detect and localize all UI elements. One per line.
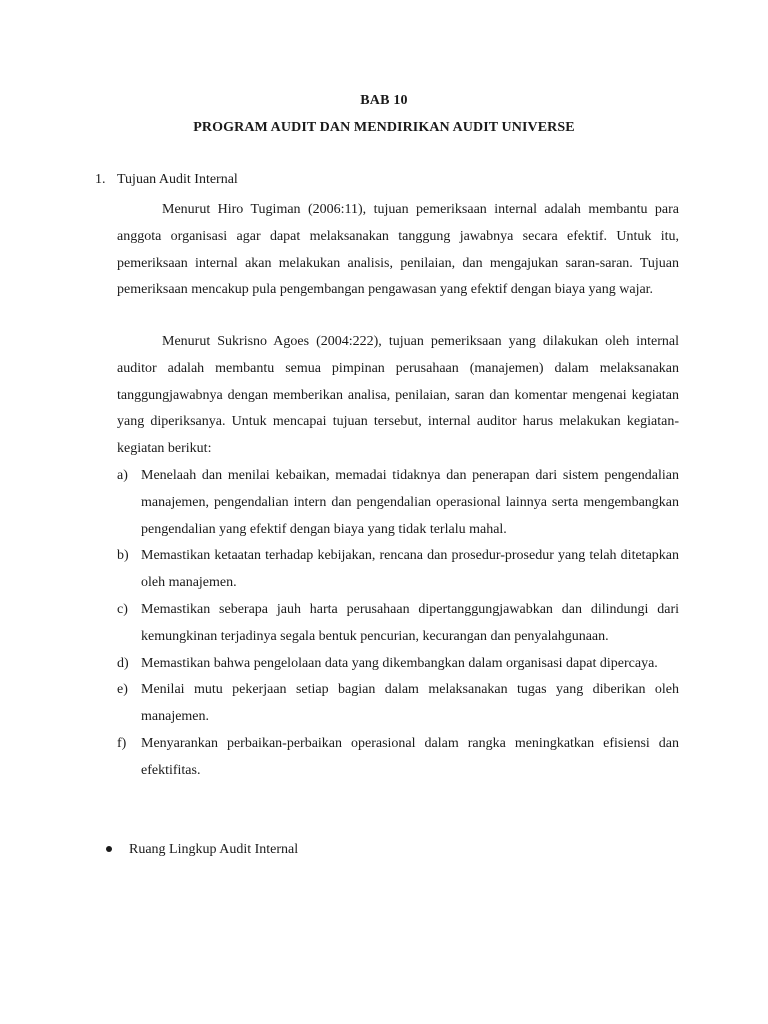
bullet-heading-text: Ruang Lingkup Audit Internal (129, 842, 299, 857)
list-item-text: Menilai mutu pekerjaan setiap bagian dalam melaksanakan tugas yang diberikan oleh manajemen. (141, 682, 679, 725)
list-marker: f) (117, 735, 127, 751)
list-item (117, 731, 679, 785)
list-item-text: Menelaah dan menilai kebaikan, memadai tidaknya dan penerapan dari sistem pengendalian manajemen, pengendalian intern dan pengendalian operasional lainnya serta mengembangkan pengendalian yang efektif dengan biaya yang tidak terlalu mahal. (141, 468, 679, 537)
paragraph: Menurut Hiro Tugiman (2006:11), tujuan pemeriksaan internal adalah membantu para anggota organisasi agar dapat melaksanakan tanggung jawabnya secara efektif. Untuk itu, pemeriksaan internal akan melakukan analisis, penilaian, dan mengajukan saran-saran. Tujuan pemeriksaan mencakup pula pengembangan pengawasan yang efektif dengan biaya yang wajar. (117, 202, 679, 298)
list-marker: a) (117, 468, 128, 483)
chapter-title: PROGRAM AUDIT DAN MENDIRIKAN AUDIT UNIVERSE (193, 120, 575, 135)
list-item (117, 677, 679, 731)
paragraph-block-2 (117, 329, 679, 463)
section-number: 1. (95, 172, 106, 187)
section-heading (95, 172, 238, 188)
list-marker: b) (117, 548, 129, 564)
list-item-text: Memastikan seberapa jauh harta perusahaan dipertanggungjawabkan dan dilindungi dari kemungkinan terjadinya segala bentuk pencurian, kecurangan dan penyalahgunaan. (141, 601, 679, 644)
section-title: Tujuan Audit Internal (117, 172, 238, 187)
list-item-text: Memastikan bahwa pengelolaan data yang dikembangkan dalam organisasi dapat dipercaya. (141, 655, 658, 671)
list-marker: c) (117, 601, 128, 617)
objectives-list (117, 463, 679, 785)
list-item (117, 463, 679, 543)
list-item (117, 651, 679, 678)
bullet-dot-icon (106, 846, 112, 852)
chapter-number: BAB 10 (360, 93, 408, 108)
list-marker: d) (117, 655, 129, 671)
bullet-heading (106, 842, 298, 858)
list-item (117, 597, 679, 651)
paragraph: Menurut Sukrisno Agoes (2004:222), tujuan pemeriksaan yang dilakukan oleh internal auditor adalah membantu semua pimpinan perusahaan (manajemen) dalam melaksanakan tanggungjawabnya dengan memberikan analisa, penilaian, saran dan komentar mengenai kegiatan yang diperiksanya. Untuk mencapai tujuan tersebut, internal auditor harus melakukan kegiatan-kegiatan berikut: (117, 334, 679, 457)
list-item (117, 543, 679, 597)
list-item-text: Menyarankan perbaikan-perbaikan operasional dalam rangka meningkatkan efisiensi dan efektifitas. (141, 735, 679, 778)
paragraph-block-1 (117, 197, 679, 304)
list-marker: e) (117, 682, 128, 698)
list-item-text: Memastikan ketaatan terhadap kebijakan, rencana dan prosedur-prosedur yang telah ditetapkan oleh manajemen. (141, 548, 679, 591)
